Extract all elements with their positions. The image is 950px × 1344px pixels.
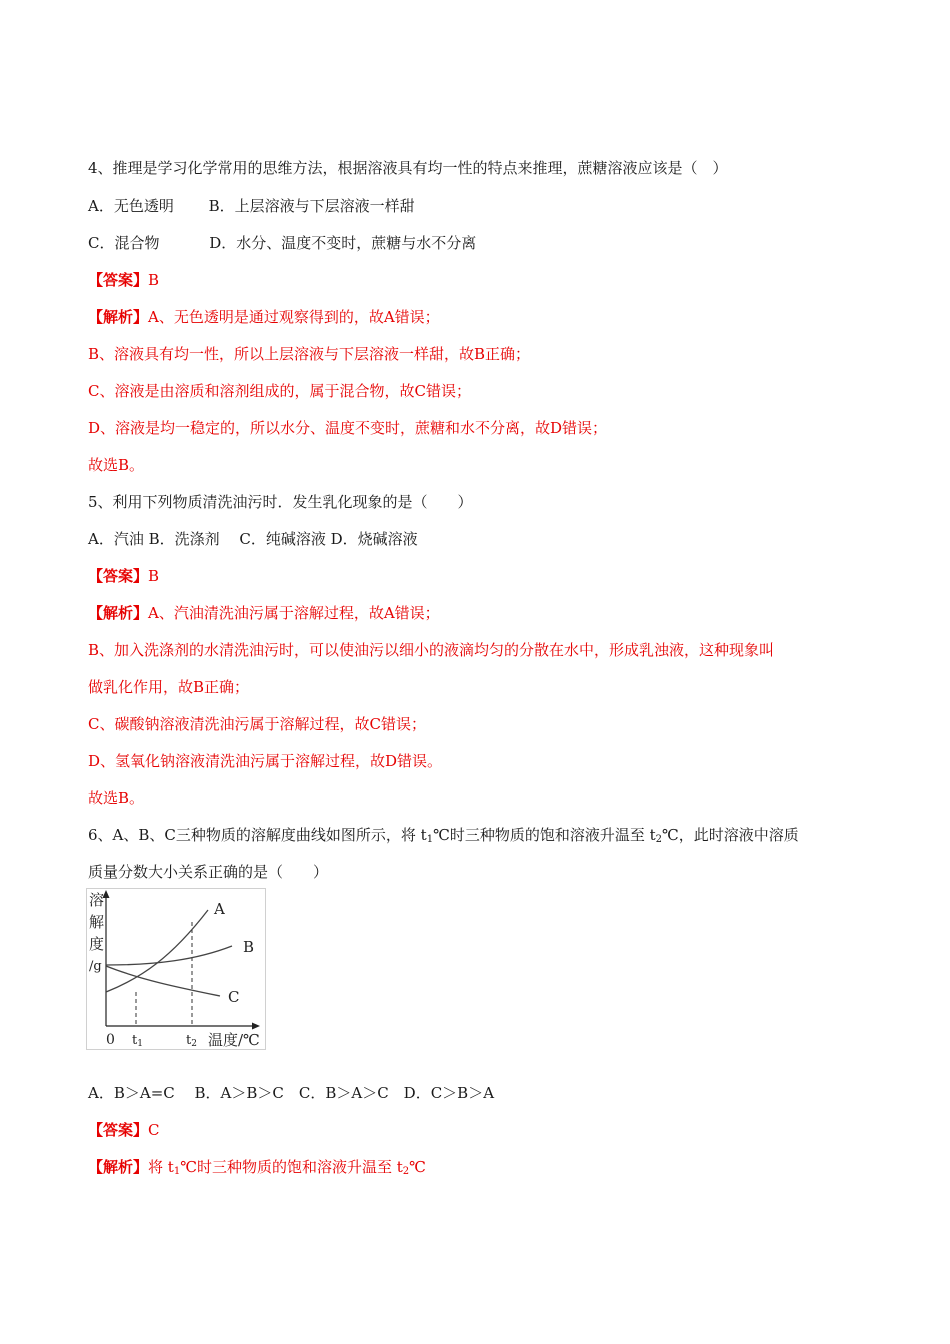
q5-analysis-line-5: D、氢氧化钠溶液清洗油污属于溶解过程，故D错误。 [88, 752, 443, 770]
curve-label-c: C [228, 988, 240, 1006]
curve-label-a: A [214, 900, 225, 918]
q4-options-cd: C．混合物 D．水分、温度不变时，蔗糖与水不分离 [88, 234, 477, 252]
answer-tag: 【答案】 [88, 1121, 149, 1139]
y-label-char-2: 解 [89, 913, 105, 931]
t2-label: t2 [186, 1033, 197, 1049]
x-axis-arrow [252, 1023, 260, 1030]
analysis-tag: 【解析】 [88, 604, 149, 622]
origin-label: 0 [106, 1032, 115, 1048]
q6-stem-line-2: 质量分数大小关系正确的是（ ） [88, 863, 329, 881]
q4-stem: 4、推理是学习化学常用的思维方法，根据溶液具有均一性的特点来推理，蔗糖溶液应该是（ ） [88, 159, 728, 177]
q4-options-ab: A．无色透明 B．上层溶液与下层溶液一样甜 [88, 197, 415, 215]
q6-analysis-line-1: 【解析】将 $t_1℃$时三种物质的饱和溶液升温至 $t_2℃$ [88, 1158, 426, 1177]
q4-analysis-line-4: D、溶液是均一稳定的，所以水分、温度不变时，蔗糖和水不分离，故D错误； [88, 419, 608, 437]
analysis-tag: 【解析】 [88, 1158, 149, 1176]
q6-answer [88, 1120, 878, 1140]
analysis-tag: 【解析】 [88, 308, 149, 326]
curve-c [106, 966, 220, 996]
curve-label-b: B [243, 938, 255, 956]
y-label-char-4: /g [89, 959, 102, 974]
q4-analysis-line-5: 故选B。 [88, 456, 145, 474]
q6-options: A．B＞A=C B．A＞B＞C C．B＞A＞C D．C＞B＞A [88, 1084, 495, 1102]
y-label-char-3: 度 [89, 935, 105, 953]
q5-analysis-line-6: 故选B。 [88, 789, 145, 807]
answer-tag: 【答案】 [88, 271, 149, 289]
q5-answer [88, 566, 878, 586]
solubility-curve-figure [86, 888, 276, 1050]
t1-label: t1 [132, 1033, 143, 1049]
answer-tag: 【答案】 [88, 567, 149, 585]
x-axis-label: 温度/℃ [208, 1031, 260, 1049]
q6-stem-line-1: 6、A、B、C三种物质的溶解度曲线如图所示，将 $t_1℃$时三种物质的饱和溶液升温至 $t_2℃$，此时溶液中溶质 [88, 826, 799, 845]
q4-answer [88, 270, 878, 290]
q4-analysis-line-3: C、溶液是由溶质和溶剂组成的，属于混合物，故C错误； [88, 382, 471, 400]
curve-a [106, 910, 208, 992]
answer-value: B [148, 271, 160, 289]
y-label-char-1: 溶 [89, 891, 105, 909]
q4-analysis-line-1: 【解析】A、无色透明是通过观察得到的，故A错误； [88, 308, 440, 326]
curve-b [106, 946, 232, 965]
q5-analysis-line-4: C、碳酸钠溶液清洗油污属于溶解过程，故C错误； [88, 715, 426, 733]
answer-value: C [148, 1121, 160, 1139]
q5-options: A．汽油 B．洗涤剂 C．纯碱溶液 D．烧碱溶液 [88, 530, 418, 548]
q5-analysis-line-2: B、加入洗涤剂的水清洗油污时，可以使油污以细小的液滴均匀的分散在水中，形成乳浊液，这种现象叫 [88, 641, 775, 659]
q4-analysis-line-2: B、溶液具有均一性，所以上层溶液与下层溶液一样甜，故B正确； [88, 345, 531, 363]
q5-analysis-line-1: 【解析】A、汽油清洗油污属于溶解过程，故A错误； [88, 604, 440, 622]
q5-analysis-line-3: 做乳化作用，故B正确； [88, 678, 250, 696]
answer-value: B [148, 567, 160, 585]
q5-stem: 5、利用下列物质清洗油污时．发生乳化现象的是（ ） [88, 493, 473, 511]
